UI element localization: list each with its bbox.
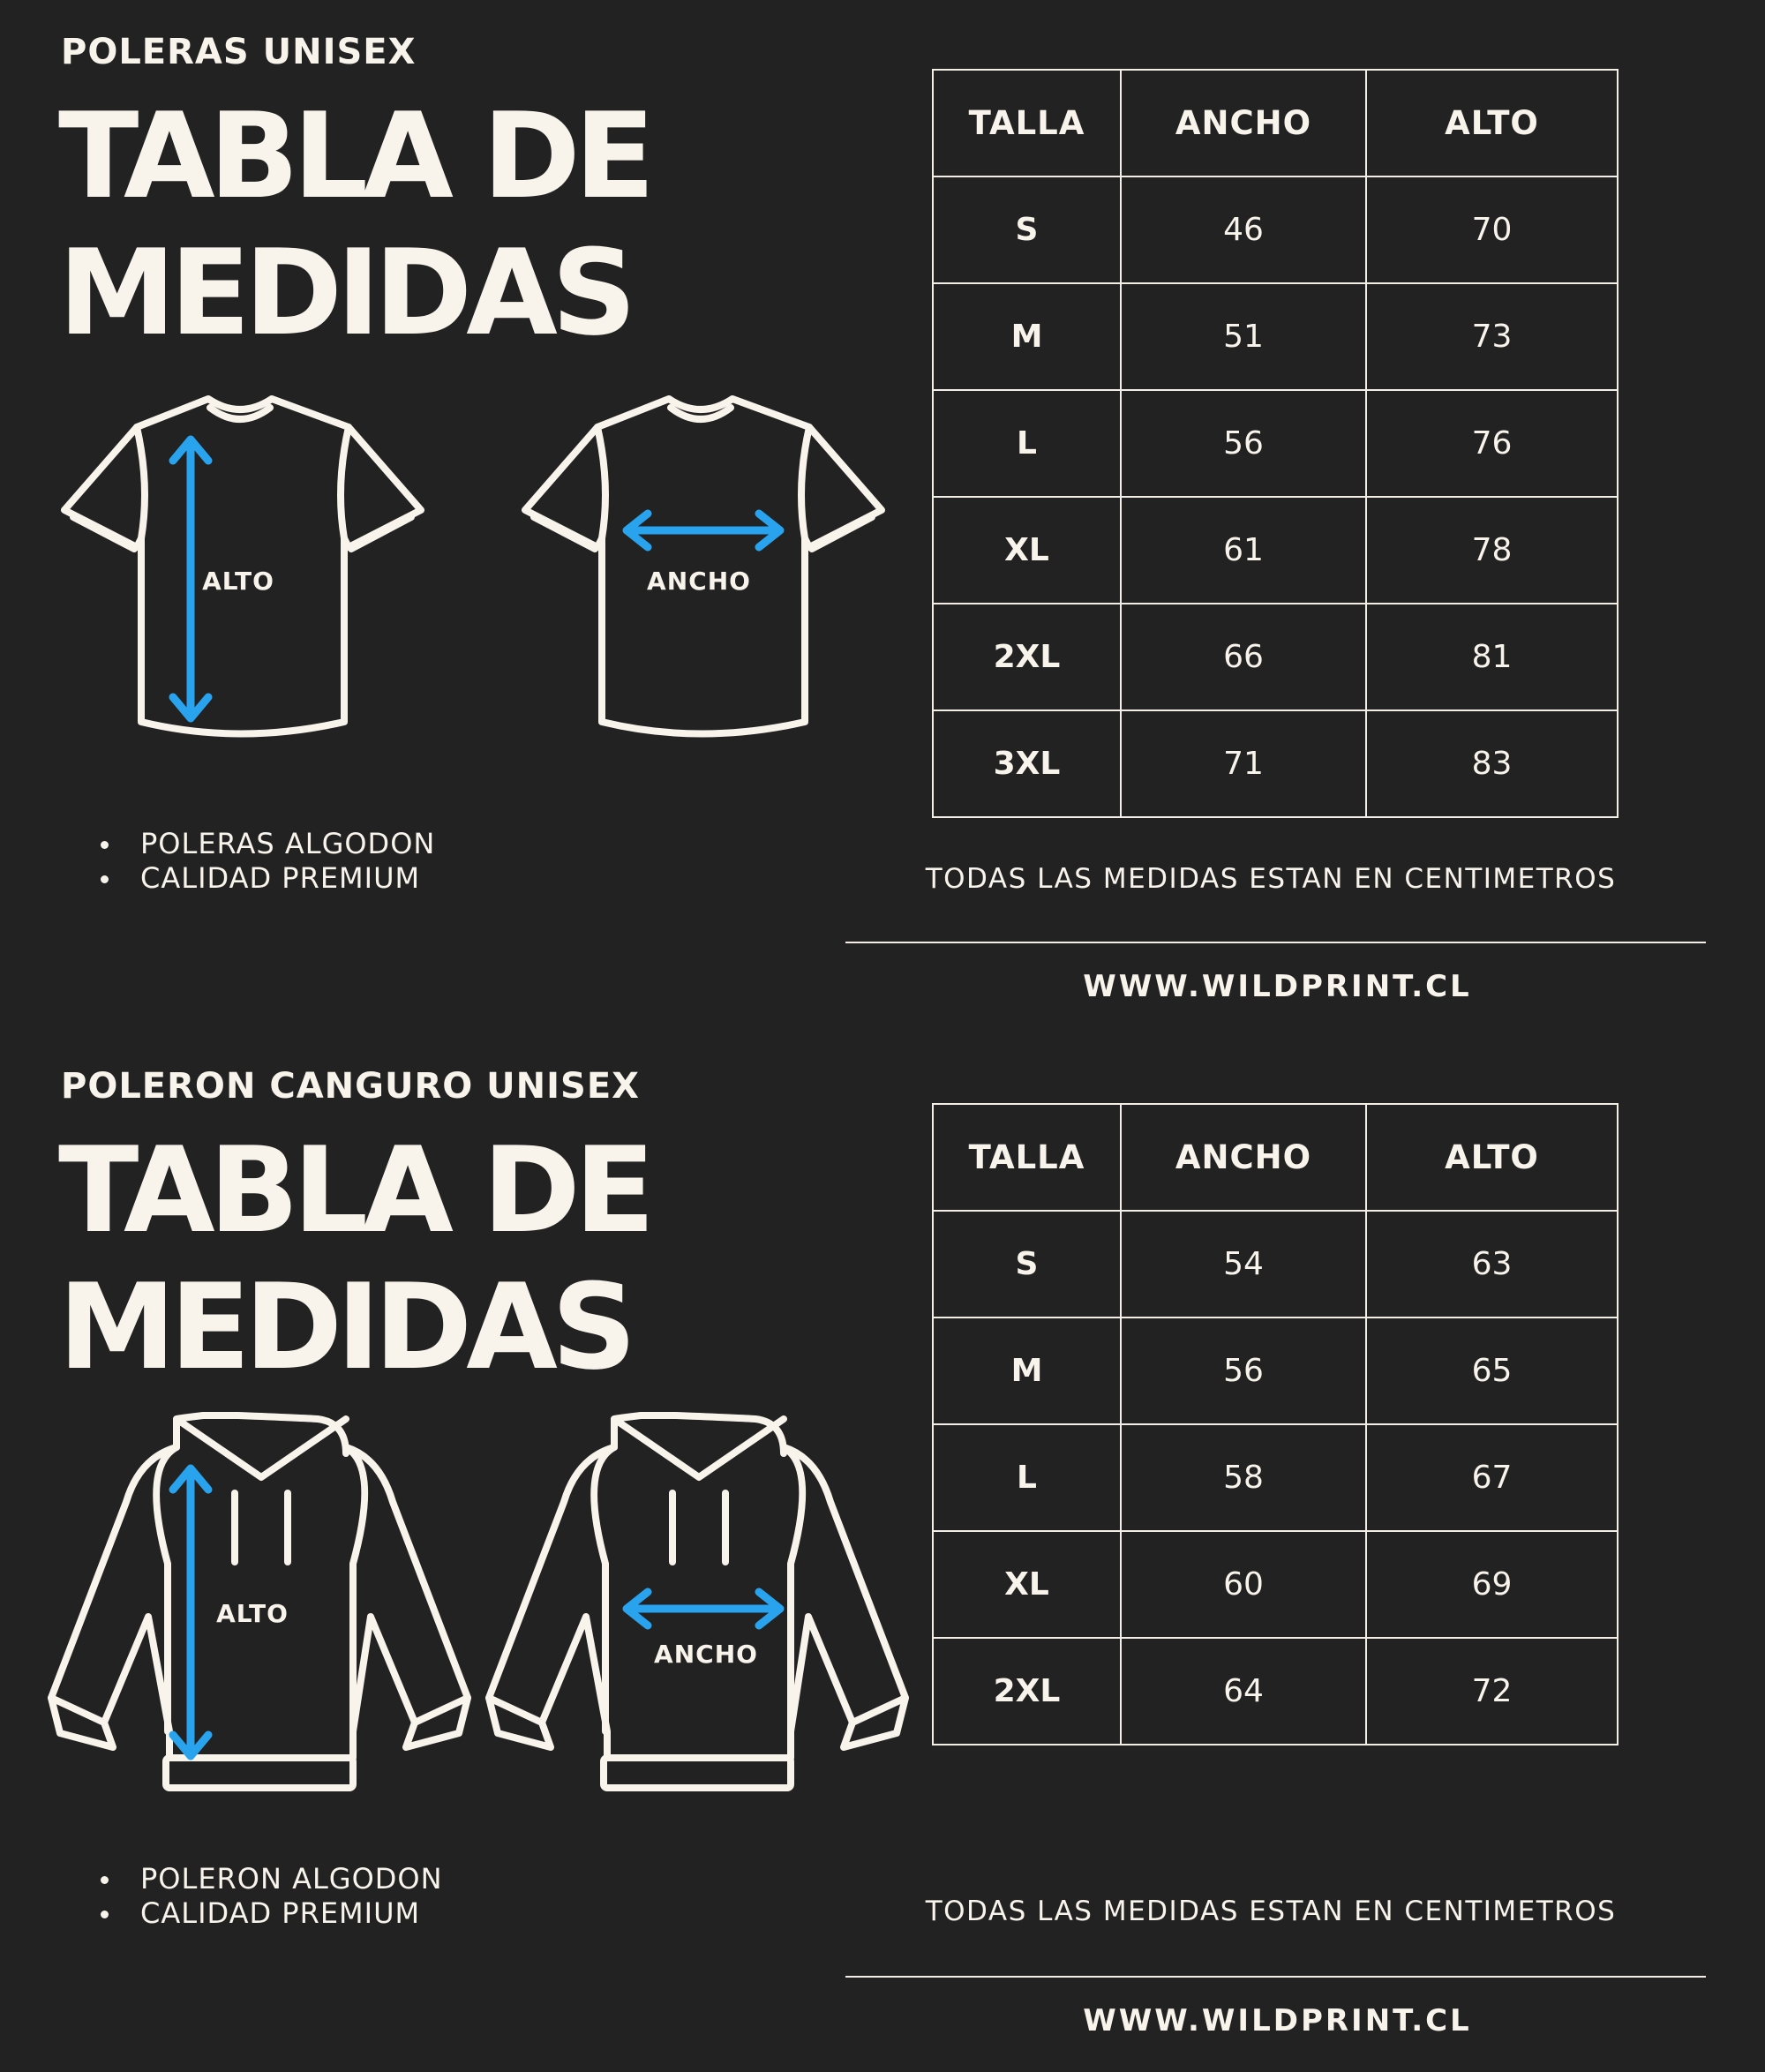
alto-cell: 81: [1366, 604, 1618, 710]
size-cell: 2XL: [933, 1638, 1121, 1745]
size-cell: XL: [933, 497, 1121, 604]
table-header-row: [933, 1104, 1618, 1211]
ancho-cell: 51: [1121, 283, 1366, 390]
alto-cell: 76: [1366, 390, 1618, 497]
ancho-cell: 64: [1121, 1638, 1366, 1745]
table-row: [933, 1318, 1618, 1424]
feature-item: POLERAS ALGODON: [101, 827, 435, 861]
size-cell: XL: [933, 1531, 1121, 1638]
alto-cell: 70: [1366, 176, 1618, 283]
ancho-cell: 60: [1121, 1531, 1366, 1638]
section-subtitle: POLERON CANGURO UNISEX: [61, 1066, 640, 1107]
hoodie-back-icon: [489, 1415, 905, 1788]
size-cell: S: [933, 176, 1121, 283]
hoodie-size-section: [0, 1034, 1765, 2070]
size-cell: 3XL: [933, 710, 1121, 817]
ancho-cell: 66: [1121, 604, 1366, 710]
ancho-cell: 46: [1121, 176, 1366, 283]
measurement-note: TODAS LAS MEDIDAS ESTAN EN CENTIMETROS: [925, 863, 1617, 895]
feature-list: [101, 1862, 443, 1931]
ancho-label: ANCHO: [654, 1640, 758, 1669]
title-line-2: MEDIDAS: [58, 1258, 631, 1396]
column-header-ancho: ANCHO: [1121, 1104, 1366, 1211]
size-cell: L: [933, 1424, 1121, 1531]
feature-item: CALIDAD PREMIUM: [101, 861, 435, 896]
ancho-arrow-icon: [627, 514, 780, 547]
column-header-alto: ALTO: [1366, 1104, 1618, 1211]
alto-cell: 73: [1366, 283, 1618, 390]
website-link[interactable]: WWW.WILDPRINT.CL: [1083, 2003, 1472, 2038]
table-row: [933, 497, 1618, 604]
ancho-cell: 71: [1121, 710, 1366, 817]
divider: [845, 942, 1706, 943]
measurement-note: TODAS LAS MEDIDAS ESTAN EN CENTIMETROS: [925, 1896, 1617, 1927]
ancho-cell: 61: [1121, 497, 1366, 604]
size-cell: L: [933, 390, 1121, 497]
table-row: [933, 283, 1618, 390]
website-link[interactable]: WWW.WILDPRINT.CL: [1083, 969, 1472, 1004]
column-header-talla: TALLA: [933, 70, 1121, 176]
alto-cell: 78: [1366, 497, 1618, 604]
table-row: [933, 710, 1618, 817]
table-row: [933, 1531, 1618, 1638]
feature-item: CALIDAD PREMIUM: [101, 1896, 443, 1931]
alto-cell: 83: [1366, 710, 1618, 817]
alto-cell: 69: [1366, 1531, 1618, 1638]
column-header-alto: ALTO: [1366, 70, 1618, 176]
title-line-1: TABLA DE: [58, 87, 650, 225]
alto-cell: 63: [1366, 1211, 1618, 1318]
size-table: [932, 1103, 1619, 1745]
divider: [845, 1976, 1706, 1978]
ancho-cell: 56: [1121, 390, 1366, 497]
alto-cell: 67: [1366, 1424, 1618, 1531]
alto-cell: 65: [1366, 1318, 1618, 1424]
table-row: [933, 1638, 1618, 1745]
alto-cell: 72: [1366, 1638, 1618, 1745]
table-row: [933, 604, 1618, 710]
table-header-row: [933, 70, 1618, 176]
feature-item: POLERON ALGODON: [101, 1862, 443, 1896]
section-subtitle: POLERAS UNISEX: [61, 32, 417, 72]
alto-label: ALTO: [216, 1599, 289, 1628]
table-row: [933, 1424, 1618, 1531]
alto-arrow-icon: [173, 1468, 208, 1756]
size-cell: M: [933, 1318, 1121, 1424]
alto-label: ALTO: [202, 567, 274, 596]
column-header-ancho: ANCHO: [1121, 70, 1366, 176]
table-row: [933, 176, 1618, 283]
ancho-label: ANCHO: [647, 567, 751, 596]
ancho-cell: 54: [1121, 1211, 1366, 1318]
table-row: [933, 390, 1618, 497]
size-table: [932, 69, 1619, 818]
ancho-cell: 58: [1121, 1424, 1366, 1531]
feature-list: [101, 827, 435, 896]
size-cell: S: [933, 1211, 1121, 1318]
size-cell: 2XL: [933, 604, 1121, 710]
table-row: [933, 1211, 1618, 1318]
ancho-arrow-icon: [627, 1592, 780, 1625]
title-line-1: TABLA DE: [58, 1122, 650, 1259]
column-header-talla: TALLA: [933, 1104, 1121, 1211]
ancho-cell: 56: [1121, 1318, 1366, 1424]
title-line-2: MEDIDAS: [58, 224, 631, 362]
size-cell: M: [933, 283, 1121, 390]
